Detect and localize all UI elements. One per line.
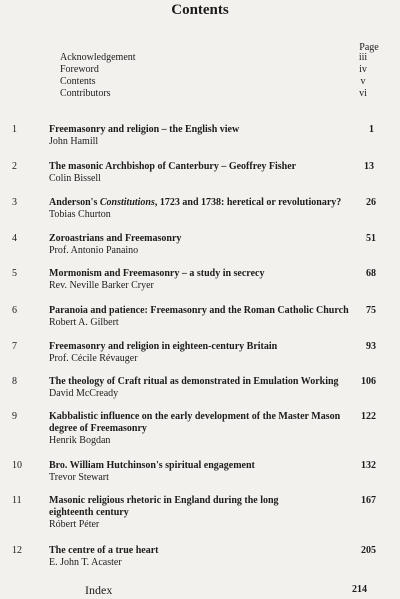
front-matter-page: vi (359, 88, 367, 99)
entry-author: Tobias Churton (49, 209, 111, 220)
entry-page: 106 (361, 376, 376, 387)
entry-page: 75 (366, 305, 376, 316)
entry-page: 68 (366, 268, 376, 279)
front-matter-item (60, 52, 374, 64)
entry-title: Freemasonry and religion – the English view (49, 124, 240, 135)
entry-title (49, 197, 379, 209)
entry-title: Freemasonry and religion in eighteen-century Britain (49, 341, 278, 352)
entry-number: 10 (12, 460, 22, 471)
front-matter-page: iv (359, 64, 367, 75)
entry-title: Paranoia and patience: Freemasonry and the Roman Catholic Church (49, 305, 349, 316)
entry-number: 12 (12, 545, 22, 556)
entry-title-part: Anderson's (49, 197, 100, 208)
entry-title-line: Kabbalistic influence on the early development of the Master Mason (49, 411, 341, 422)
entry-page: 122 (361, 411, 376, 422)
page-title: Contents (171, 2, 229, 18)
entry-title: The masonic Archbishop of Canterbury – Geoffrey Fisher (49, 161, 297, 172)
entry-title: Mormonism and Freemasonry – a study in secrecy (49, 268, 265, 279)
entry-page: 132 (361, 460, 376, 471)
entry-title: The theology of Craft ritual as demonstrated in Emulation Working (49, 376, 339, 387)
entry-page: 26 (366, 197, 376, 208)
entry-page: 51 (366, 233, 376, 244)
front-matter-label: Contents (60, 76, 96, 87)
index-label: Index (85, 583, 113, 597)
entry-author: David McCready (49, 388, 119, 399)
entry-number: 8 (12, 376, 17, 387)
entry-title-line: eighteenth century (49, 507, 129, 518)
entry-number: 5 (12, 268, 17, 279)
entry-number: 2 (12, 161, 17, 172)
entry-title-part: , 1723 and 1738: heretical or revolutionary? (154, 197, 342, 208)
entry-number: 11 (12, 495, 22, 506)
index-page: 214 (352, 584, 367, 595)
front-matter-label: Acknowledgement (60, 52, 136, 63)
entry-title-italic: Constitutions (99, 197, 155, 208)
entry-author: Rev. Neville Barker Cryer (49, 280, 154, 291)
entry-author: Robert A. Gilbert (49, 317, 119, 328)
front-matter-label: Contributors (60, 88, 111, 99)
entry-author: Róbert Péter (49, 519, 100, 530)
front-matter-label: Foreword (60, 64, 99, 75)
entry-title-line: Masonic religious rhetoric in England during the long (49, 495, 279, 506)
front-matter-item (60, 64, 374, 76)
entry-title: Zoroastrians and Freemasonry (49, 233, 182, 244)
entry-number: 9 (12, 411, 17, 422)
entry-number: 6 (12, 305, 17, 316)
entry-page: 167 (361, 495, 376, 506)
entry-author: Prof. Antonio Panaino (49, 245, 139, 256)
entry-page: 1 (369, 124, 374, 135)
front-matter-page: v (360, 76, 366, 87)
entry-number: 1 (12, 124, 17, 135)
page-column-heading: Page (359, 42, 379, 53)
entry-title-line: degree of Freemasonry (49, 423, 147, 434)
entry-page: 13 (364, 161, 374, 172)
entry-author: Colin Bissell (49, 173, 101, 184)
entry-title: Bro. William Hutchinson's spiritual engagement (49, 460, 255, 471)
entry-number: 4 (12, 233, 17, 244)
entry-page: 205 (361, 545, 376, 556)
entry-author: Trevor Stewart (49, 472, 109, 483)
entry-number: 7 (12, 341, 17, 352)
entry-author: Prof. Cécile Révauger (49, 353, 138, 364)
entry-author: John Hamill (49, 136, 99, 147)
entry-author: E. John T. Acaster (49, 557, 122, 568)
entry-page: 93 (366, 341, 376, 352)
front-matter-list (60, 52, 374, 100)
entry-author: Henrik Bogdan (49, 435, 111, 446)
front-matter-item (60, 88, 374, 100)
front-matter-page: iii (358, 52, 368, 63)
entry-title: The centre of a true heart (49, 545, 159, 556)
front-matter-item (60, 76, 374, 88)
entry-number: 3 (12, 197, 17, 208)
